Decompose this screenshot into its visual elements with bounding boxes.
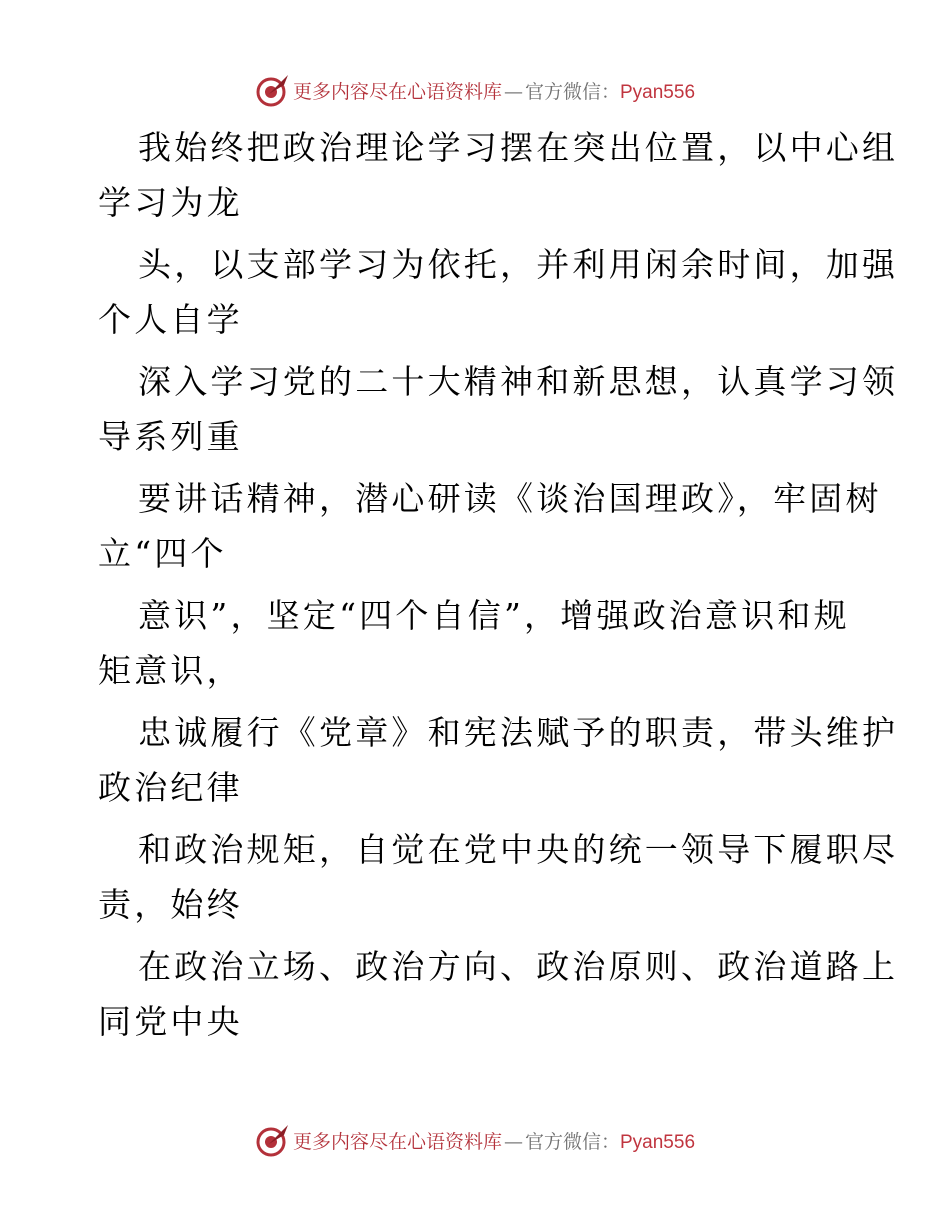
wechat-label: 官方微信： bbox=[524, 1130, 620, 1153]
separator: — bbox=[503, 80, 523, 103]
text-line: 在政治立场、政治方向、政治原则、政治道路上 bbox=[138, 947, 899, 986]
site-text: 更多内容尽在心语资料库 bbox=[292, 80, 502, 103]
quill-logo-icon bbox=[255, 1122, 291, 1158]
paragraph bbox=[0, 118, 950, 235]
text-line: 立“四个 bbox=[98, 534, 227, 573]
site-text: 更多内容尽在心语资料库 bbox=[292, 1130, 502, 1153]
paragraph bbox=[0, 352, 950, 469]
paragraph bbox=[0, 820, 950, 937]
text-line: 个人自学 bbox=[98, 300, 243, 339]
text-line: 导系列重 bbox=[98, 417, 243, 456]
text-line: 意识”，坚定“四个自信”，增强政治意识和规 bbox=[138, 596, 850, 635]
text-line: 责，始终 bbox=[98, 885, 243, 924]
header-banner bbox=[0, 70, 950, 110]
text-line: 学习为龙 bbox=[98, 183, 243, 222]
document-body bbox=[0, 118, 950, 1054]
paragraph bbox=[0, 469, 950, 586]
separator: — bbox=[503, 1130, 523, 1153]
text-line: 要讲话精神，潜心研读《谈治国理政》，牢固树 bbox=[138, 479, 882, 518]
footer-banner bbox=[0, 1120, 950, 1160]
text-line: 政治纪律 bbox=[98, 768, 243, 807]
text-line: 忠诚履行《党章》和宪法赋予的职责，带头维护 bbox=[138, 713, 899, 752]
text-line: 头，以支部学习为依托，并利用闲余时间，加强 bbox=[138, 245, 899, 284]
text-line: 和政治规矩，自觉在党中央的统一领导下履职尽 bbox=[138, 830, 899, 869]
wechat-id: Pyan556 bbox=[620, 81, 696, 103]
paragraph bbox=[0, 703, 950, 820]
paragraph bbox=[0, 586, 950, 703]
text-line: 我始终把政治理论学习摆在突出位置，以中心组 bbox=[138, 128, 899, 167]
wechat-id: Pyan556 bbox=[620, 1131, 696, 1153]
text-line: 矩意识， bbox=[98, 651, 243, 690]
wechat-label: 官方微信： bbox=[524, 80, 620, 103]
banner-text bbox=[293, 1127, 695, 1154]
text-line: 同党中央 bbox=[98, 1002, 243, 1041]
text-line: 深入学习党的二十大精神和新思想，认真学习领 bbox=[138, 362, 899, 401]
paragraph bbox=[0, 937, 950, 1054]
quill-logo-icon bbox=[255, 72, 291, 108]
banner-text bbox=[293, 77, 695, 104]
paragraph bbox=[0, 235, 950, 352]
